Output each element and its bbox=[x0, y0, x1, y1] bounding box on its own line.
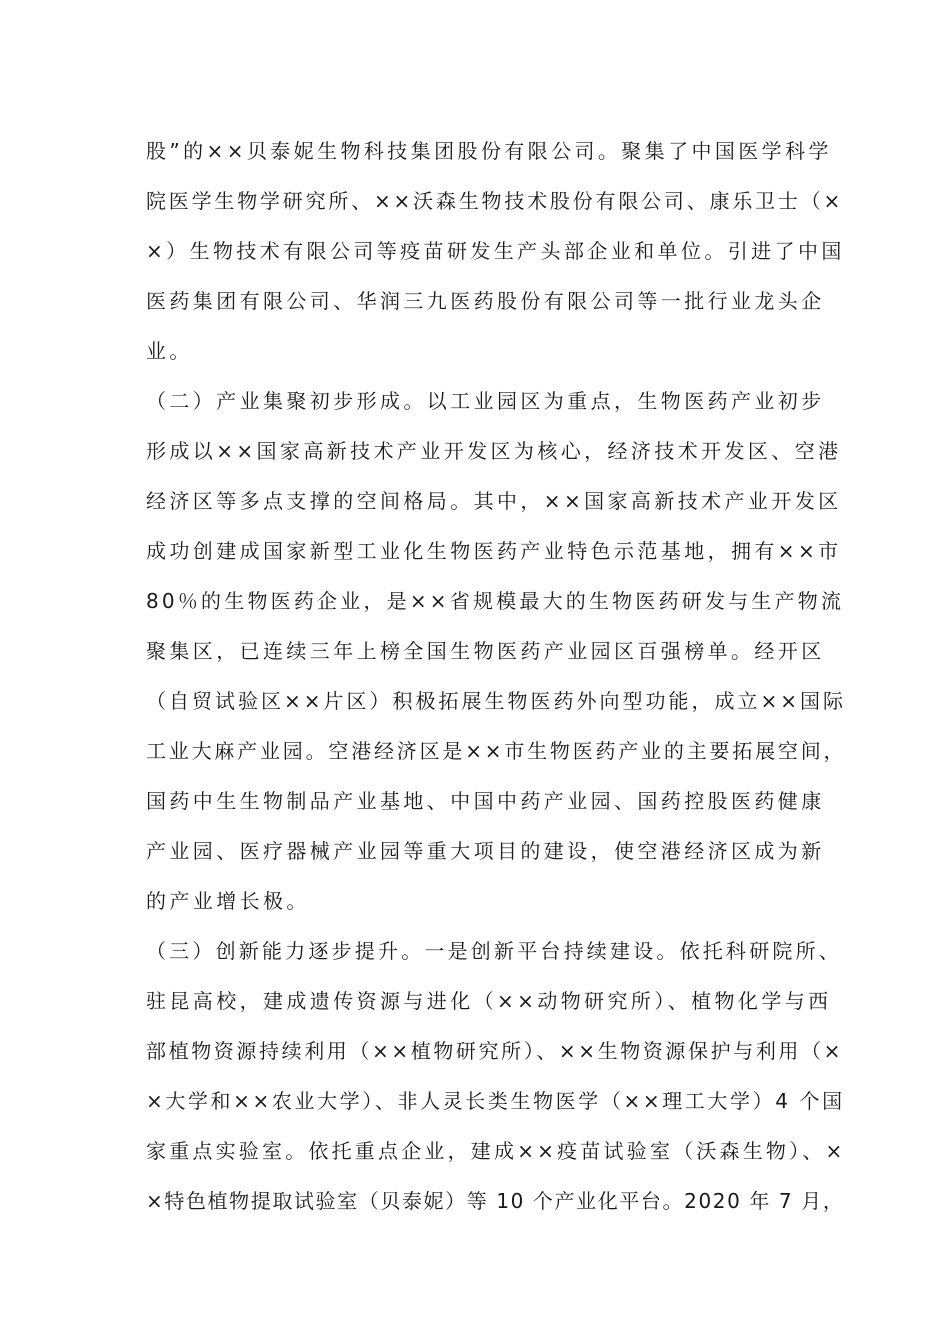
text-line: 国药中生生物制品产业基地、中国中药产业园、国药控股医药健康 bbox=[146, 789, 825, 813]
text-line: 经济区等多点支撑的空间格局。其中，××国家高新技术产业开发区 bbox=[146, 489, 842, 513]
text-line: ×特色植物提取试验室（贝泰妮）等 10 个产业化平台。2020 年 7 月， bbox=[146, 1189, 845, 1213]
text-line: 产业园、医疗器械产业园等重大项目的建设，使空港经济区成为新 bbox=[146, 839, 825, 863]
text-line: 院医学生物学研究所、××沃森生物技术股份有限公司、康乐卫士（× bbox=[146, 189, 844, 213]
text-line: 业。 bbox=[146, 339, 193, 363]
text-line: 工业大麻产业园。空港经济区是××市生物医药产业的主要拓展空间， bbox=[146, 739, 847, 763]
text-line: 成功创建成国家新型工业化生物医药产业特色示范基地，拥有××市 bbox=[146, 539, 842, 563]
text-line: 80％的生物医药企业，是××省规模最大的生物医药研发与生产物流 bbox=[146, 589, 845, 613]
text-line: （自贸试验区××片区）积极拓展生物医药外向型功能，成立××国际 bbox=[146, 689, 847, 713]
text-line: 家重点实验室。依托重点企业，建成××疫苗试验室（沃森生物）、× bbox=[146, 1139, 846, 1163]
text-line: ×大学和××农业大学）、非人灵长类生物医学（××理工大学）4 个国 bbox=[146, 1089, 845, 1113]
section-heading-line: （二）产业集聚初步形成。以工业园区为重点，生物医药产业初步 bbox=[146, 389, 825, 413]
text-line: 的产业增长极。 bbox=[146, 889, 310, 913]
text-line: 股”的××贝泰妮生物科技集团股份有限公司。聚集了中国医学科学 bbox=[146, 139, 832, 163]
text-line: 驻昆高校，建成遗传资源与进化（××动物研究所）、植物化学与西 bbox=[146, 989, 832, 1013]
text-line: 部植物资源持续利用（××植物研究所）、××生物资源保护与利用（× bbox=[146, 1039, 843, 1063]
text-line: 形成以××国家高新技术产业开发区为核心，经济技术开发区、空港 bbox=[146, 439, 842, 463]
section-heading-line: （三）创新能力逐步提升。一是创新平台持续建设。依托科研院所、 bbox=[146, 939, 842, 963]
text-line: 聚集区，已连续三年上榜全国生物医药产业园区百强榜单。经开区 bbox=[146, 639, 825, 663]
text-line: 医药集团有限公司、华润三九医药股份有限公司等一批行业龙头企 bbox=[146, 289, 825, 313]
text-line: ×）生物技术有限公司等疫苗研发生产头部企业和单位。引进了中国 bbox=[146, 239, 845, 263]
